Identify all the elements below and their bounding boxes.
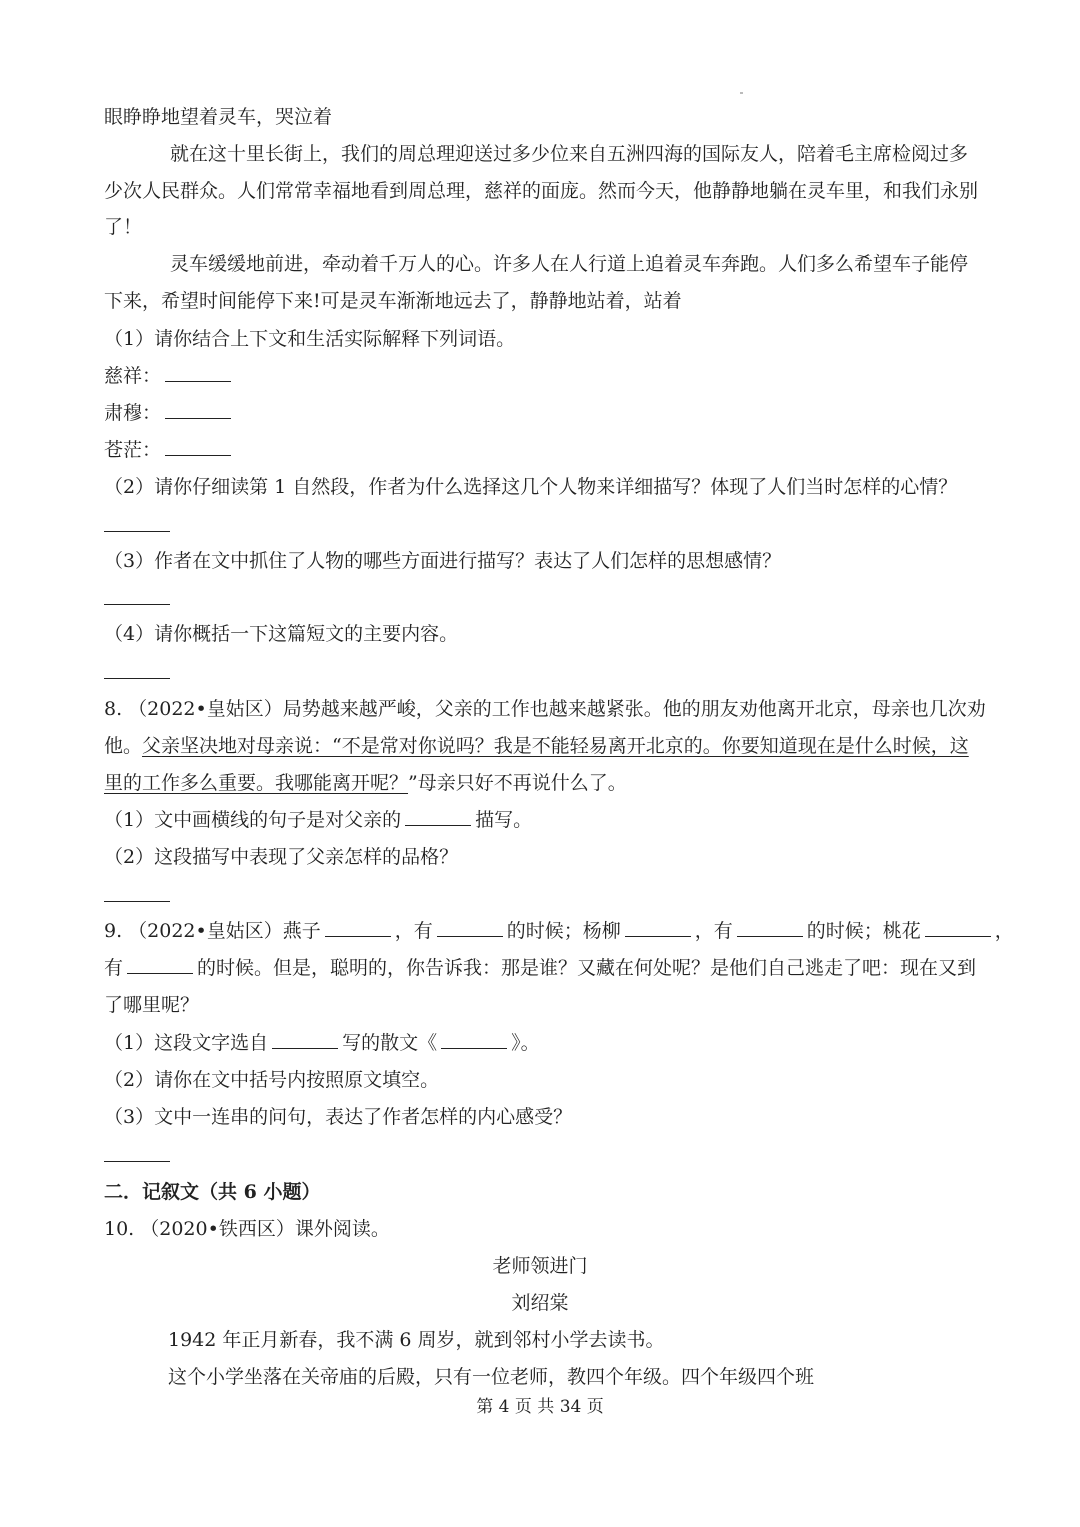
q9-sub1-text: 写的散文《: [342, 1032, 438, 1054]
q8-sub1-text: （1）文中画横线的句子是对父亲的: [104, 809, 402, 831]
q8-sub1: [104, 807, 532, 833]
answer-blank[interactable]: [441, 1030, 507, 1049]
q8-text: ”母亲只好不再说什么了。: [408, 772, 627, 794]
word-label: 苍茫：: [104, 439, 162, 461]
q9-text: ，: [994, 920, 1014, 942]
q9-stem-line-1: [104, 918, 1014, 944]
q9-text: 的时候；杨柳: [506, 920, 621, 942]
article-paragraph: 1942 年正月新春，我不满 6 周岁，就到邻村小学去读书。: [168, 1329, 665, 1351]
q9-stem-line-2: [104, 955, 976, 981]
q9-sub1-text: （1）这段文字选自: [104, 1032, 269, 1054]
q8-underlined-sentence: 里的工作多么重要。我哪能离开呢？: [104, 772, 409, 794]
q9-sub1: [104, 1030, 540, 1056]
q8-sub2: （2）这段描写中表现了父亲怎样的品格？: [104, 846, 459, 868]
q9-sub3: （3）文中一连串的问句，表达了作者怎样的内心感受？: [104, 1106, 573, 1128]
q9-sub2: （2）请你在文中括号内按照原文填空。: [104, 1069, 440, 1091]
q8-sub1-text: 描写。: [475, 809, 533, 831]
q9-text: 有: [104, 957, 124, 979]
article-title: 老师领进门: [492, 1255, 588, 1277]
passage-line: 少次人民群众。人们常常幸福地看到周总理，慈祥的面庞。然而今天，他静静地躺在灵车里，和我们永别: [104, 180, 979, 202]
q8-stem-line-1: 8. （2022•皇姑区）局势越来越严峻，父亲的工作也越来越紧张。他的朋友劝他离开北京，母亲也几次劝: [104, 698, 986, 720]
passage-line: 眼睁睁地望着灵车，哭泣着: [104, 106, 333, 128]
article-paragraph: 这个小学坐落在关帝庙的后殿，只有一位老师，教四个年级。四个年级四个班: [168, 1366, 815, 1388]
section-heading: 二．记叙文（共 6 小题）: [104, 1181, 321, 1203]
q9-text: ，有: [694, 920, 733, 942]
passage-line: 下来，希望时间能停下来!可是灵车渐渐地远去了，静静地站着，站着: [104, 290, 682, 312]
q7-word-1: [104, 363, 235, 389]
q7-sub2: （2）请你仔细读第 1 自然段，作者为什么选择这几个人物来详细描写？体现了人们当时怎样的心情？: [104, 476, 958, 498]
q7-word-2: [104, 400, 235, 426]
answer-line[interactable]: [104, 531, 170, 532]
word-label: 肃穆：: [104, 402, 162, 424]
q7-sub4: （4）请你概括一下这篇短文的主要内容。: [104, 623, 459, 645]
q8-stem-line-3: [104, 770, 627, 796]
q9-stem-line-3: 了哪里呢？: [104, 994, 200, 1016]
scan-speck: [740, 92, 743, 94]
answer-blank[interactable]: [737, 918, 803, 937]
q9-text: 的时候。但是，聪明的，你告诉我：那是谁？又藏在何处呢？是他们自己逃走了吧：现在又到: [197, 957, 977, 979]
passage-line: 灵车缓缓地前进，牵动着千万人的心。许多人在人行道上追着灵车奔跑。人们多么希望车子能停: [170, 253, 969, 275]
q9-sub1-text: 》。: [511, 1032, 540, 1054]
answer-blank[interactable]: [925, 918, 991, 937]
q8-stem-line-2: [104, 733, 969, 759]
answer-line[interactable]: [104, 1161, 170, 1162]
answer-blank[interactable]: [165, 400, 231, 419]
answer-blank[interactable]: [272, 1030, 338, 1049]
q9-text: 9. （2022•皇姑区）燕子: [104, 920, 321, 942]
passage-line: 了！: [104, 216, 143, 238]
answer-line[interactable]: [104, 604, 170, 605]
answer-blank[interactable]: [165, 437, 231, 456]
answer-blank[interactable]: [325, 918, 391, 937]
word-label: 慈祥：: [104, 365, 162, 387]
q8-underlined-sentence: 父亲坚决地对母亲说：“不是常对你说吗？我是不能轻易离开北京的。你要知道现在是什么时候，这: [142, 735, 969, 757]
answer-blank[interactable]: [625, 918, 691, 937]
answer-blank[interactable]: [405, 807, 471, 826]
q9-text: ，有: [394, 920, 433, 942]
q7-sub3: （3）作者在文中抓住了人物的哪些方面进行描写？表达了人们怎样的思想感情？: [104, 550, 782, 572]
article-author: 刘绍棠: [511, 1292, 569, 1314]
answer-line[interactable]: [104, 678, 170, 679]
q8-text: 他。: [104, 735, 143, 757]
answer-blank[interactable]: [437, 918, 503, 937]
q10-stem: 10. （2020•铁西区）课外阅读。: [104, 1218, 390, 1240]
q7-sub1: （1）请你结合上下文和生活实际解释下列词语。: [104, 328, 516, 350]
q7-word-3: [104, 437, 235, 463]
passage-line: 就在这十里长街上，我们的周总理迎送过多少位来自五洲四海的国际友人，陪着毛主席检阅过多: [170, 143, 969, 165]
page-footer: 第 4 页 共 34 页: [476, 1397, 604, 1417]
answer-blank[interactable]: [127, 955, 193, 974]
q9-text: 的时候；桃花: [806, 920, 921, 942]
answer-blank[interactable]: [165, 363, 231, 382]
answer-line[interactable]: [104, 901, 170, 902]
